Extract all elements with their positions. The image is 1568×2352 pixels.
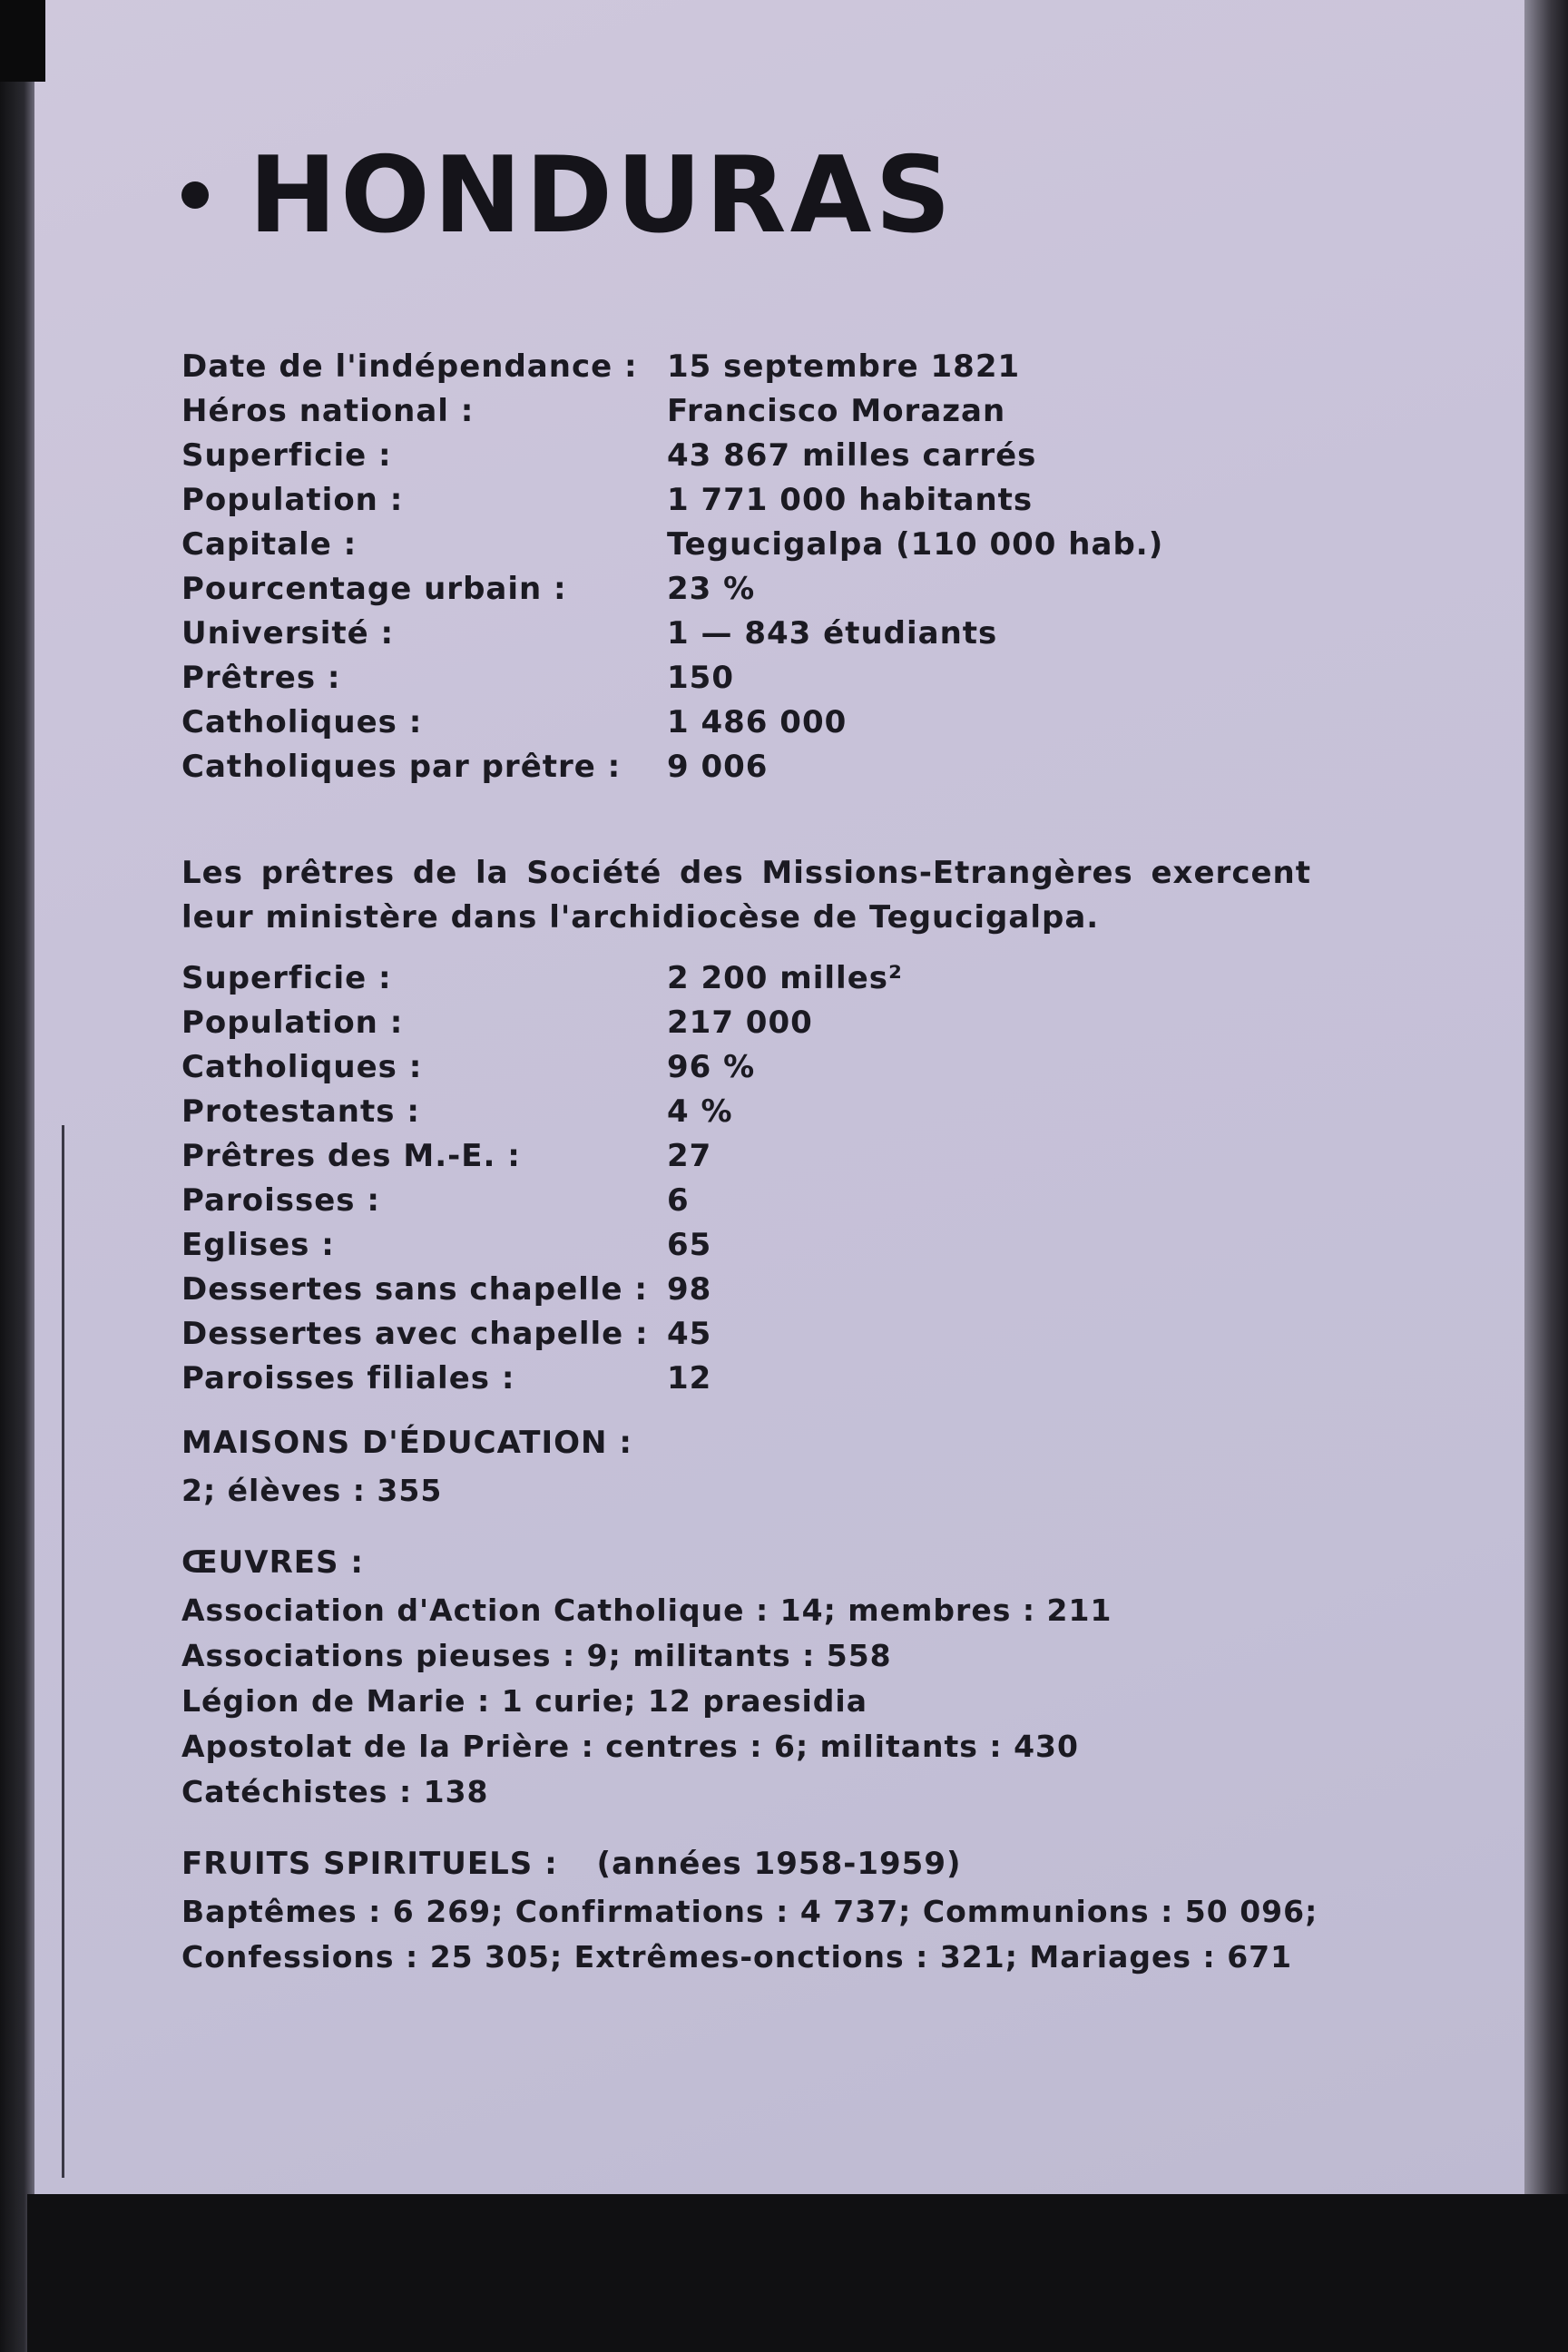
fact-value: 98 <box>667 1271 712 1308</box>
fact-label: Catholiques par prêtre : <box>181 749 622 785</box>
fact-row <box>181 1223 1343 1268</box>
page-shadow-left <box>0 0 34 2352</box>
fact-row <box>181 1312 1343 1357</box>
text-line: Confessions : 25 305; Extrêmes-onctions : 321; Mariages : 671 <box>181 1939 1293 1975</box>
fact-row <box>181 389 1343 434</box>
fact-label: Date de l'indépendance : <box>181 348 638 385</box>
education-section <box>181 1417 1343 1514</box>
fact-label: Catholiques : <box>181 1049 423 1085</box>
fact-value: 23 % <box>667 571 756 607</box>
fact-label: Prêtres : <box>181 660 341 696</box>
fact-row <box>181 523 1343 567</box>
fact-value: 27 <box>667 1138 712 1174</box>
fact-value: 65 <box>667 1227 712 1263</box>
fact-value: 9 006 <box>667 749 769 785</box>
document-body <box>181 127 1343 2004</box>
text-line: Catéchistes : 138 <box>181 1774 489 1809</box>
fact-value: 15 septembre 1821 <box>667 348 1021 385</box>
fruits-heading: FRUITS SPIRITUELS : <box>181 1846 558 1882</box>
fact-value: 1 486 000 <box>667 704 848 740</box>
fact-row <box>181 1268 1343 1312</box>
fact-row <box>181 478 1343 523</box>
fact-label: Superficie : <box>181 960 392 996</box>
fact-label: Prêtres des M.-E. : <box>181 1138 521 1174</box>
oeuvres-heading: ŒUVRES : <box>181 1544 364 1581</box>
fact-row <box>181 1357 1343 1401</box>
text-line: Associations pieuses : 9; militants : 558 <box>181 1638 892 1673</box>
fact-value: 150 <box>667 660 734 696</box>
fact-value: 45 <box>667 1316 712 1352</box>
fact-row <box>181 1001 1343 1045</box>
fact-row <box>181 1090 1343 1134</box>
text-line: Légion de Marie : 1 curie; 12 praesidia <box>181 1683 868 1719</box>
bullet-icon <box>181 181 209 209</box>
title-text: HONDURAS <box>249 133 955 257</box>
fact-value: 217 000 <box>667 1004 813 1041</box>
fact-row <box>181 701 1343 745</box>
fact-value: Francisco Morazan <box>667 393 1006 429</box>
fact-label: Paroisses filiales : <box>181 1360 515 1396</box>
fact-label: Capitale : <box>181 526 358 563</box>
fact-value: 6 <box>667 1182 690 1219</box>
fact-row <box>181 956 1343 1001</box>
text-line: Association d'Action Catholique : 14; membres : 211 <box>181 1592 1112 1628</box>
text-line: Apostolat de la Prière : centres : 6; militants : 430 <box>181 1729 1079 1764</box>
fact-value: 1 771 000 habitants <box>667 482 1034 518</box>
fact-label: Dessertes sans chapelle : <box>181 1271 648 1308</box>
fact-value: 12 <box>667 1360 712 1396</box>
fact-label: Université : <box>181 615 395 652</box>
fact-value: 43 867 milles carrés <box>667 437 1037 474</box>
page-shadow-bottom <box>27 2194 1568 2352</box>
fact-value: 96 % <box>667 1049 756 1085</box>
fact-label: Superficie : <box>181 437 392 474</box>
text-line: Baptêmes : 6 269; Confirmations : 4 737; Communions : 50 096; <box>181 1894 1318 1929</box>
oeuvres-lines <box>181 1588 1343 1815</box>
fact-row <box>181 1179 1343 1223</box>
page-shadow-corner <box>0 0 45 82</box>
oeuvres-section <box>181 1537 1343 1815</box>
diocese-facts-list <box>181 956 1343 1401</box>
education-heading: MAISONS D'ÉDUCATION : <box>181 1425 632 1461</box>
country-facts-list <box>181 345 1343 789</box>
fruits-heading-row <box>181 1838 1343 1889</box>
fact-row <box>181 612 1343 656</box>
fact-row <box>181 434 1343 478</box>
fact-row <box>181 345 1343 389</box>
fact-label: Protestants : <box>181 1093 420 1130</box>
fact-label: Héros national : <box>181 393 475 429</box>
fact-row <box>181 656 1343 701</box>
fruits-lines <box>181 1889 1343 1980</box>
education-line: 2; élèves : 355 <box>181 1473 443 1508</box>
fact-row <box>181 745 1343 789</box>
binding-rule <box>62 1125 64 2178</box>
fact-row <box>181 1134 1343 1179</box>
fruits-subheading: (années 1958-1959) <box>596 1846 962 1882</box>
page-title <box>181 127 1343 263</box>
fact-label: Catholiques : <box>181 704 423 740</box>
fact-row <box>181 1045 1343 1090</box>
fact-value: 1 — 843 étudiants <box>667 615 998 652</box>
fact-label: Paroisses : <box>181 1182 380 1219</box>
fact-value: 2 200 milles² <box>667 960 903 996</box>
fact-label: Eglises : <box>181 1227 335 1263</box>
fact-label: Dessertes avec chapelle : <box>181 1316 649 1352</box>
intro-paragraph: Les prêtres de la Société des Missions-Etrangères exercent leur ministère dans l'archidiocèse de Tegucigalpa. <box>181 855 1311 936</box>
fact-value: Tegucigalpa (110 000 hab.) <box>667 526 1164 563</box>
fact-row <box>181 567 1343 612</box>
fruits-section <box>181 1838 1343 1980</box>
fact-label: Population : <box>181 1004 404 1041</box>
fact-label: Population : <box>181 482 404 518</box>
page-edge-right <box>1524 0 1568 2352</box>
fact-value: 4 % <box>667 1093 733 1130</box>
fact-label: Pourcentage urbain : <box>181 571 567 607</box>
